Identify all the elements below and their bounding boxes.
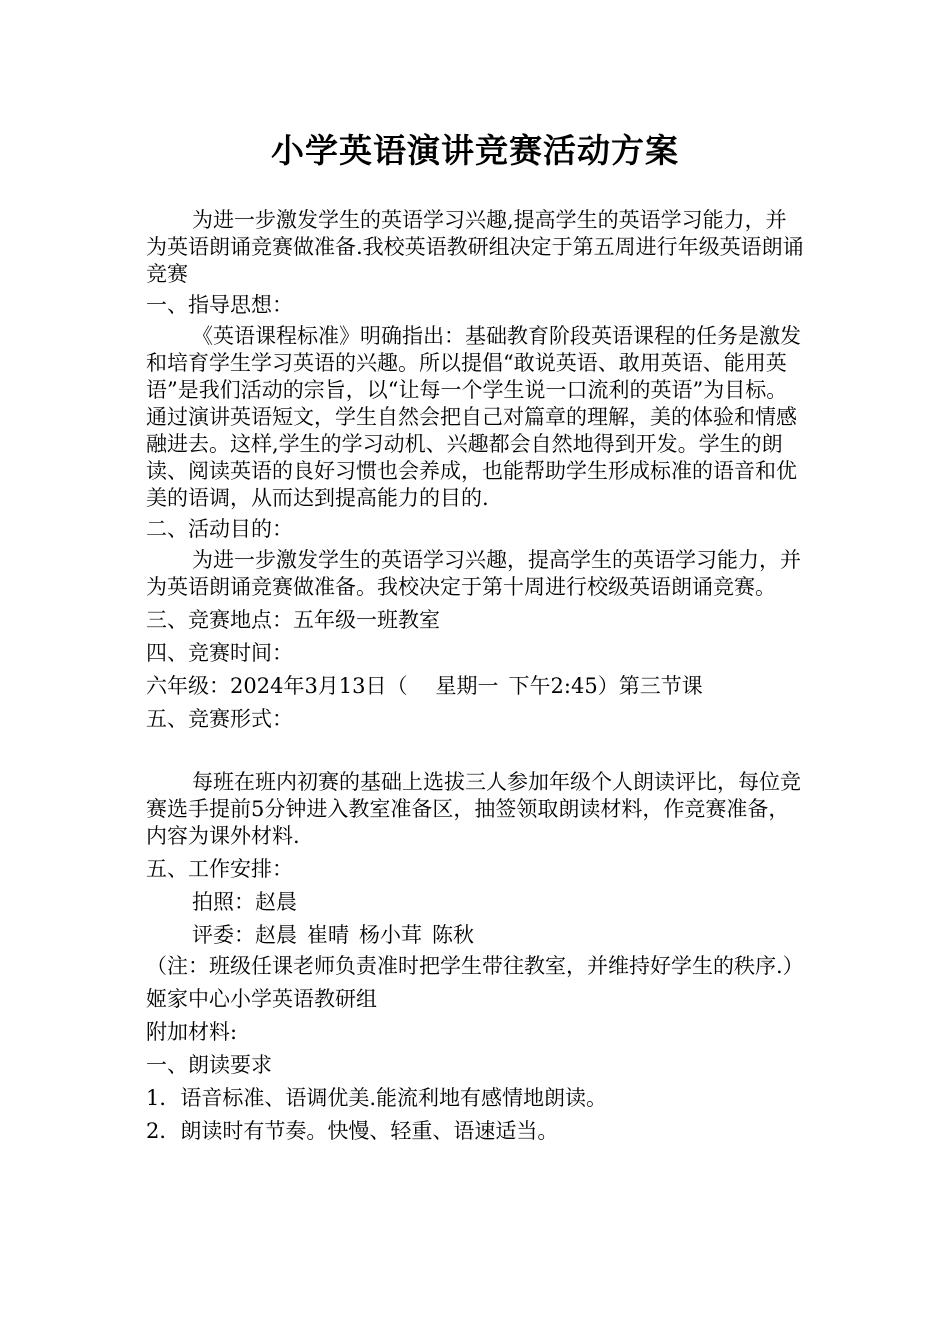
section-heading-work: 五、工作安排： — [146, 857, 293, 881]
location-line: 三、竞赛地点：五年级一班教室 — [146, 608, 440, 632]
time-line-weekday: 星期一 — [435, 674, 499, 698]
time-line-date: 六年级：2024年3月13日（ — [146, 674, 408, 698]
reading-requirement-item: 2．朗读时有节奏。快慢、轻重、语速适当。 — [146, 1119, 559, 1143]
work-judges-line — [146, 922, 806, 949]
appendix-heading: 附加材料: — [146, 1020, 238, 1044]
judge-name: 崔晴 — [307, 923, 349, 947]
document-title: 小学英语演讲竞赛活动方案 — [271, 131, 679, 170]
purpose-paragraph: 为进一步激发学生的英语学习兴趣，提高学生的英语学习能力，并为英语朗诵竞赛做准备。我校决定于第十周进行校级英语朗诵竞赛。 — [146, 548, 801, 599]
intro-paragraph: 为进一步激发学生的英语学习兴趣,提高学生的英语学习能力，并为英语朗诵竞赛做准备.我校英语教研组决定于第五周进行年级英语朗诵竞赛 — [146, 208, 804, 286]
format-paragraph: 每班在班内初赛的基础上选拔三人参加年级个人朗读评比，每位竞赛选手提前5分钟进入教室准备区，抽签领取朗读材料，作竞赛准备，内容为课外材料. — [146, 770, 801, 848]
judges-label: 评委：赵晨 — [192, 923, 297, 947]
judge-name: 杨小茸 — [359, 923, 422, 947]
signature-line: 姬家中心小学英语教研组 — [146, 987, 377, 1011]
guiding-paragraph: 《英语课程标准》明确指出：基础教育阶段英语课程的任务是激发和培育学生学习英语的兴趣。所以提倡“敢说英语、敢用英语、能用英语”是我们活动的宗旨，以“让每一个学生说一口流利的英语”为目标。通过演讲英语短文，学生自然会把自己对篇章的理解，美的体验和情感融进去。这样,学生的学习动机、兴趣都会自然地得到开发。学生的朗读、阅读英语的良好习惯也会养成，也能帮助学生形成标准的语音和优美的语调，从而达到提高能力的目的. — [146, 324, 801, 510]
section-heading-purpose: 二、活动目的： — [146, 517, 293, 541]
section-heading-guiding: 一、指导思想： — [146, 293, 293, 317]
time-line-period: 下午2:45）第三节课 — [508, 674, 703, 698]
reading-requirement-item: 1．语音标准、语调优美.能流利地有感情地朗读。 — [146, 1086, 608, 1110]
document-body — [146, 207, 806, 1145]
section-heading-format: 五、竞赛形式： — [146, 707, 293, 731]
note-paragraph: （注：班级任课老师负责准时把学生带往教室，并维持好学生的秩序.） — [146, 954, 804, 978]
time-line — [146, 673, 806, 700]
judge-name: 陈秋 — [432, 923, 474, 947]
work-photo-line: 拍照：赵晨 — [192, 890, 297, 914]
section-heading-time: 四、竞赛时间： — [146, 641, 293, 665]
reading-requirements-heading: 一、朗读要求 — [146, 1053, 272, 1077]
